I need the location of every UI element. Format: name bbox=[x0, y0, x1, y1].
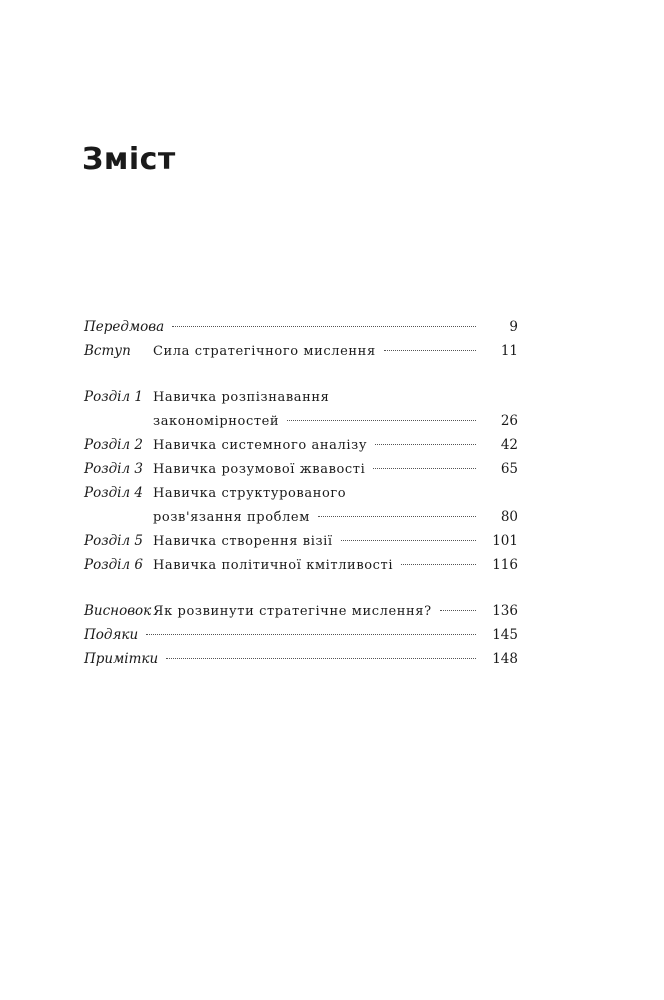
toc-entry-conclusion[interactable] bbox=[84, 599, 518, 623]
entry-title-continued: розв'язання проблем bbox=[153, 510, 310, 525]
dot-leader bbox=[166, 658, 476, 659]
toc-entry-acknowledgements[interactable] bbox=[84, 623, 518, 647]
toc-entry-chapter-3[interactable] bbox=[84, 457, 518, 481]
entry-label: Розділ 4 bbox=[84, 485, 143, 501]
entry-title: Навичка структурованого bbox=[153, 486, 347, 501]
entry-label: Вступ bbox=[84, 343, 131, 359]
toc-entry-chapter-5[interactable] bbox=[84, 529, 518, 553]
entry-label: Розділ 5 bbox=[84, 533, 143, 549]
entry-label: Розділ 1 bbox=[84, 389, 143, 405]
toc-entry-chapter-2[interactable] bbox=[84, 433, 518, 457]
toc-entry-chapter-1[interactable] bbox=[84, 385, 518, 433]
toc-entry-introduction[interactable] bbox=[84, 339, 518, 363]
page-title: Зміст bbox=[82, 142, 176, 177]
entry-label: Розділ 2 bbox=[84, 437, 143, 453]
entry-title: Навичка розпізнавання bbox=[153, 390, 330, 405]
dot-leader bbox=[373, 468, 476, 469]
page-number: 9 bbox=[509, 319, 518, 335]
entry-title: Навичка розумової жвавості bbox=[153, 462, 366, 477]
page-number: 136 bbox=[492, 603, 518, 619]
group-separator bbox=[84, 577, 518, 599]
page-number: 145 bbox=[492, 627, 518, 643]
dot-leader bbox=[287, 420, 476, 421]
entry-title: Навичка створення візії bbox=[153, 534, 333, 549]
dot-leader bbox=[172, 326, 476, 327]
table-of-contents bbox=[84, 315, 518, 671]
page-number: 148 bbox=[492, 651, 518, 667]
dot-leader bbox=[375, 444, 476, 445]
page-number: 101 bbox=[492, 533, 518, 549]
entry-label: Розділ 3 bbox=[84, 461, 143, 477]
toc-entry-chapter-4[interactable] bbox=[84, 481, 518, 529]
dot-leader bbox=[341, 540, 476, 541]
page-number: 42 bbox=[500, 437, 518, 453]
entry-title: Сила стратегічного мислення bbox=[153, 344, 376, 359]
group-separator bbox=[84, 363, 518, 385]
entry-label: Передмова bbox=[84, 319, 165, 335]
entry-label: Примітки bbox=[84, 651, 159, 667]
entry-label: Висновок bbox=[84, 603, 152, 619]
entry-label: Розділ 6 bbox=[84, 557, 143, 573]
toc-entry-chapter-6[interactable] bbox=[84, 553, 518, 577]
toc-entry-notes[interactable] bbox=[84, 647, 518, 671]
entry-title: Навичка політичної кмітливості bbox=[153, 558, 394, 573]
dot-leader bbox=[146, 634, 476, 635]
dot-leader bbox=[318, 516, 476, 517]
dot-leader bbox=[401, 564, 476, 565]
toc-entry-preface[interactable] bbox=[84, 315, 518, 339]
page-number: 26 bbox=[500, 413, 518, 429]
entry-title: Навичка системного аналізу bbox=[153, 438, 368, 453]
entry-title: Як розвинути стратегічне мислення? bbox=[153, 604, 432, 619]
dot-leader bbox=[384, 350, 476, 351]
page-number: 11 bbox=[500, 343, 518, 359]
page-number: 65 bbox=[500, 461, 518, 477]
page-number: 116 bbox=[492, 557, 518, 573]
entry-title-continued: закономірностей bbox=[153, 414, 280, 429]
dot-leader bbox=[440, 610, 476, 611]
page-number: 80 bbox=[500, 509, 518, 525]
entry-label: Подяки bbox=[84, 627, 139, 643]
